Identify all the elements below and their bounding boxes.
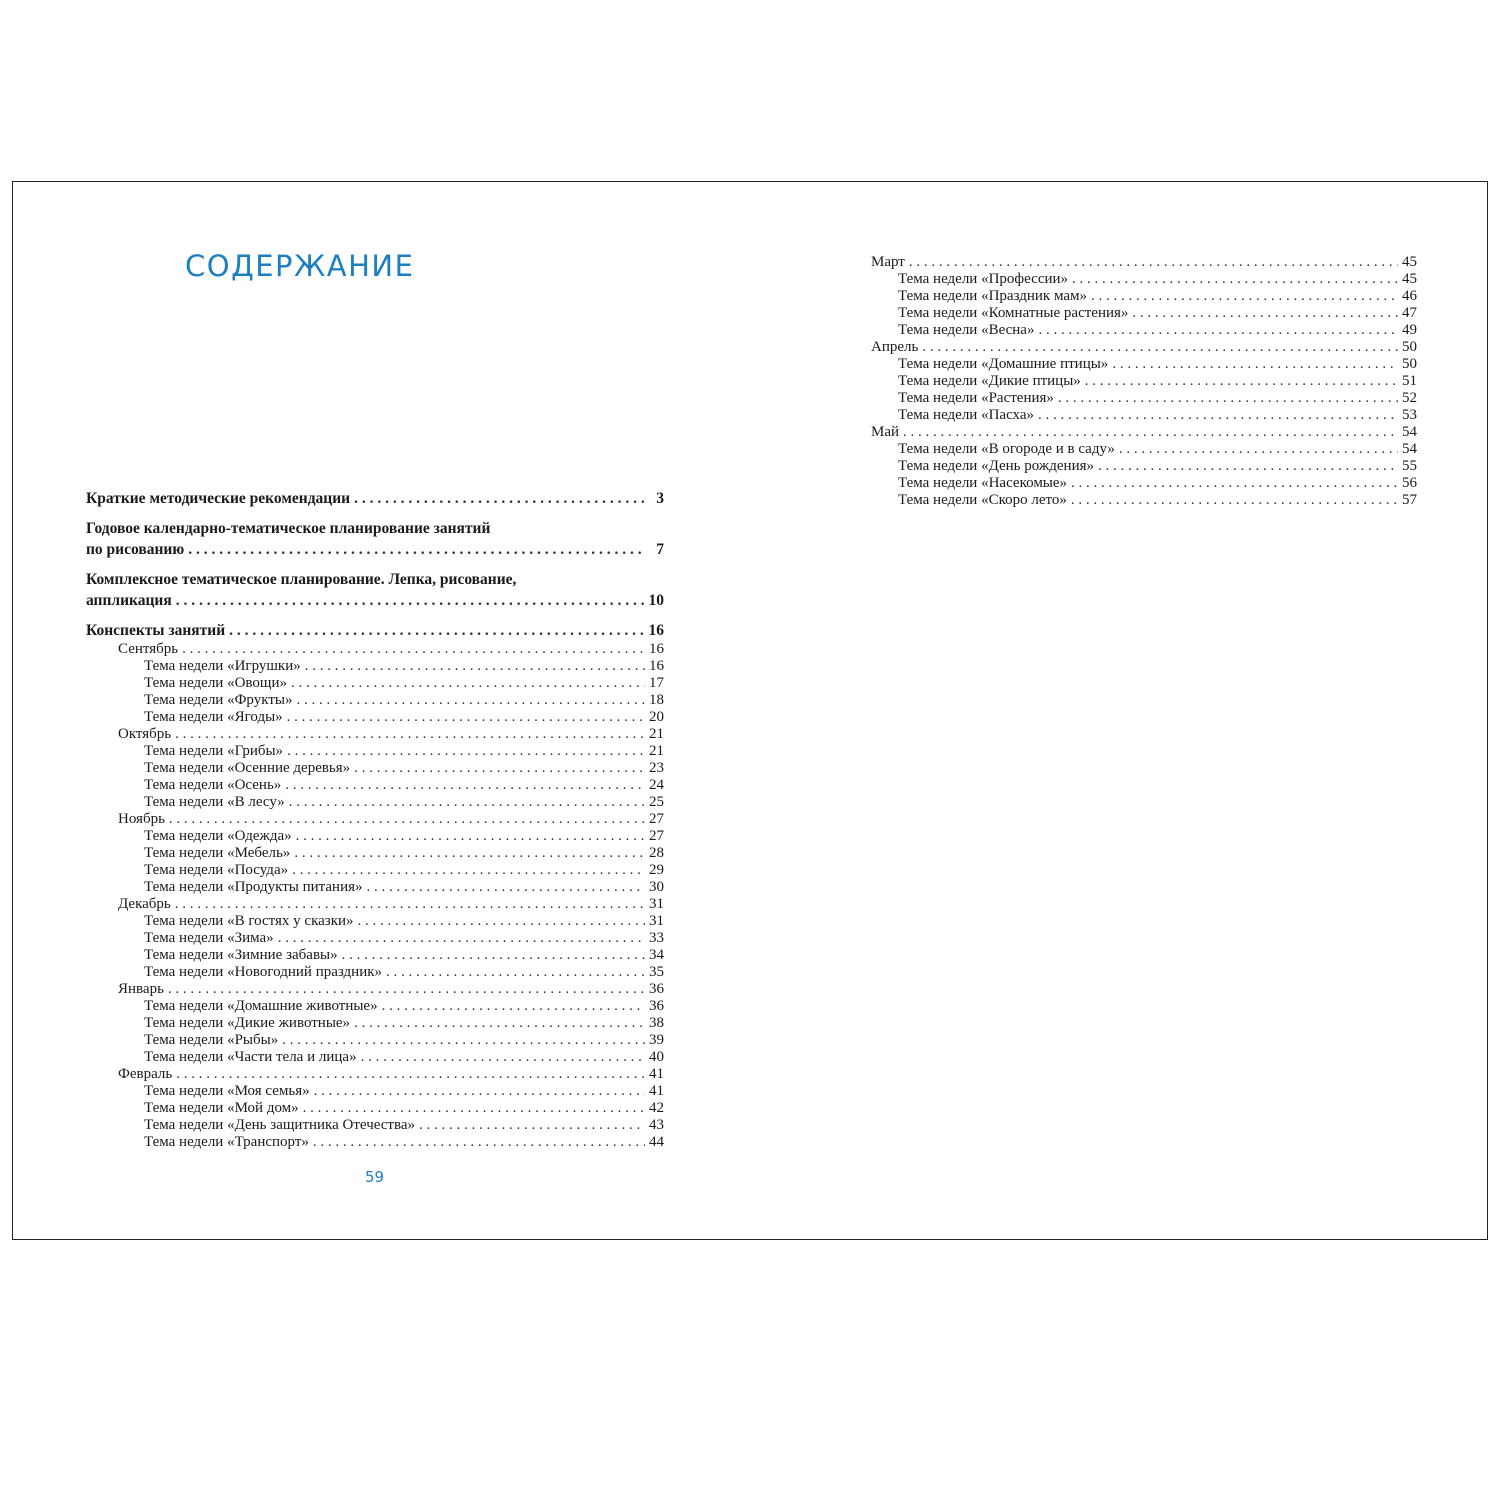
toc-week-entry[interactable] [871,373,1417,390]
toc-week-entry[interactable] [86,964,664,981]
toc-entry-label: Апрель [871,339,919,355]
toc-section [86,488,664,509]
toc-month-entry[interactable] [86,641,664,658]
toc-entry-label: Тема недели «Пасха» [898,407,1034,423]
toc-right-column [871,254,1417,509]
toc-entry-page: 28 [649,845,664,861]
toc-entry-page: 53 [1402,407,1417,423]
toc-entry-page: 36 [649,981,664,997]
toc-month-entry[interactable] [871,339,1417,356]
toc-entry-page: 16 [649,658,664,674]
toc-entry[interactable] [86,488,664,509]
toc-entry-label: Тема недели «Мебель» [144,845,291,861]
toc-entry-page: 47 [1402,305,1417,321]
toc-entry-page: 21 [649,743,664,759]
dot-leader [175,726,645,743]
toc-entry-label: Тема недели «День защитника Отечества» [144,1117,416,1133]
dot-leader [419,1117,645,1134]
toc-week-entry[interactable] [86,709,664,726]
dot-leader [361,1049,645,1066]
toc-entry-label: Тема недели «Зимние забавы» [144,947,338,963]
dot-leader [903,424,1398,441]
toc-entry-page: 41 [649,1066,664,1082]
toc-entry-page: 49 [1402,322,1417,338]
toc-entry-label: Тема недели «Посуда» [144,862,289,878]
toc-week-entry[interactable] [86,777,664,794]
toc-entry-page: 27 [649,828,664,844]
toc-entry-label: Тема недели «В лесу» [144,794,285,810]
toc-entry-page: 27 [649,811,664,827]
toc-week-entry[interactable] [86,743,664,760]
toc-entry-label: Тема недели «Новогодний праздник» [144,964,383,980]
toc-entry-page: 43 [649,1117,664,1133]
dot-leader [285,777,645,794]
toc-week-entry[interactable] [86,947,664,964]
toc-week-entry[interactable] [871,305,1417,322]
toc-entry-label-line1: Годовое календарно-тематическое планирование занятий [86,520,491,537]
dot-leader [169,811,645,828]
toc-entry-page: 34 [649,947,664,963]
toc-entry-label: Тема недели «Транспорт» [144,1134,309,1150]
toc-section [86,569,664,611]
toc-entry-page: 33 [649,930,664,946]
toc-entry-page: 40 [649,1049,664,1065]
toc-entry-page: 23 [649,760,664,776]
dot-leader [1071,492,1398,509]
dot-leader [287,709,645,726]
dot-leader [188,539,646,560]
toc-week-entry[interactable] [86,845,664,862]
toc-entry-label: Тема недели «В гостях у сказки» [144,913,354,929]
toc-entry-label: Тема недели «Части тела и лица» [144,1049,357,1065]
toc-entry-label: Тема недели «Ягоды» [144,709,283,725]
toc-entry-label: Тема недели «Овощи» [144,675,287,691]
dot-leader [382,998,645,1015]
toc-week-entry[interactable] [871,458,1417,475]
toc-entry-page: 41 [649,1083,664,1099]
toc-entry-page: 16 [648,622,664,639]
dot-leader [289,794,645,811]
toc-week-entry[interactable] [871,407,1417,424]
toc-week-entry[interactable] [86,675,664,692]
toc-week-entry[interactable] [86,760,664,777]
toc-entry-page: 31 [649,896,664,912]
toc-entry-label: Тема недели «Осень» [144,777,282,793]
toc-month-entry[interactable] [86,811,664,828]
toc-week-entry[interactable] [86,998,664,1015]
toc-entry-label: Май [871,424,900,440]
dot-leader [1119,441,1398,458]
toc-entry-label: Тема недели «Мой дом» [144,1100,299,1116]
toc-entry-label: Тема недели «Весна» [898,322,1035,338]
toc-entry-label: Февраль [118,1066,173,1082]
toc-entry-page: 7 [656,541,664,558]
toc-entry-label: Тема недели «Домашние птицы» [898,356,1109,372]
dot-leader [314,1083,645,1100]
toc-entry-label: Тема недели «Дикие птицы» [898,373,1081,389]
dot-leader [354,1015,645,1032]
toc-entry-label: Тема недели «Растения» [898,390,1054,406]
dot-leader [313,1134,645,1151]
dot-leader [303,1100,645,1117]
toc-week-entry[interactable] [86,1015,664,1032]
toc-week-entry[interactable] [86,1100,664,1117]
toc-entry-label: Тема недели «Скоро лето» [898,492,1067,508]
toc-entry-page: 54 [1402,441,1417,457]
toc-entry-page: 39 [649,1032,664,1048]
toc-entry-page: 57 [1402,492,1417,508]
dot-leader [176,1066,645,1083]
toc-entry-label: Тема недели «Зима» [144,930,274,946]
toc-entry-label: Тема недели «Домашние животные» [144,998,378,1014]
dot-leader [287,743,645,760]
toc-section [86,620,664,641]
toc-entry-label: Тема недели «Осенние деревья» [144,760,351,776]
toc-month-entry[interactable] [86,981,664,998]
toc-entry-label: Тема недели «Дикие животные» [144,1015,351,1031]
toc-week-entry[interactable] [86,879,664,896]
toc-entry-page: 16 [649,641,664,657]
dot-leader [229,620,644,641]
toc-entry-page: 18 [649,692,664,708]
toc-entry-page: 3 [656,490,664,507]
page-title: СОДЕРЖАНИЕ [185,249,415,283]
toc-week-entry[interactable] [86,913,664,930]
toc-entry-label: Март [871,254,905,270]
toc-entry-label: Тема недели «Рыбы» [144,1032,279,1048]
toc-entry[interactable] [86,620,664,641]
toc-month-entry[interactable] [86,1066,664,1083]
toc-entry-page: 38 [649,1015,664,1031]
dot-leader [1098,458,1398,475]
toc-entry-label: Декабрь [118,896,171,912]
toc-week-entry[interactable] [86,828,664,845]
toc-week-entry[interactable] [871,441,1417,458]
dot-leader [1112,356,1398,373]
toc-entry-page: 45 [1402,254,1417,270]
toc-entry-label: Январь [118,981,164,997]
toc-entry-label-line1: Комплексное тематическое планирование. Лепка, рисование, [86,571,517,588]
toc-entry-page: 51 [1402,373,1417,389]
toc-entry-label: Тема недели «Насекомые» [898,475,1068,491]
dot-leader [1038,322,1398,339]
toc-entry-page: 24 [649,777,664,793]
toc-week-entry[interactable] [86,658,664,675]
toc-entry-label: Ноябрь [118,811,165,827]
toc-entry-page: 52 [1402,390,1417,406]
toc-section [86,518,664,560]
toc-entry-page: 17 [649,675,664,691]
toc-entry-label: Краткие методические рекомендации [86,490,351,507]
dot-leader [1072,271,1398,288]
dot-leader [282,1032,645,1049]
toc-entry-label: Тема недели «Фрукты» [144,692,293,708]
toc-week-entry[interactable] [86,1134,664,1151]
toc-entry-label: Тема недели «Игрушки» [144,658,301,674]
dot-leader [1132,305,1398,322]
toc-week-entry[interactable] [871,288,1417,305]
toc-entry-label: Сентябрь [118,641,179,657]
dot-leader [296,828,645,845]
toc-entry-page: 35 [649,964,664,980]
toc-entry-label: Тема недели «Моя семья» [144,1083,310,1099]
toc-month-entry[interactable] [871,424,1417,441]
toc-week-entry[interactable] [871,492,1417,509]
dot-leader [182,641,645,658]
toc-entry-label: Тема недели «Праздник мам» [898,288,1087,304]
toc-week-entry[interactable] [86,1117,664,1134]
toc-week-entry[interactable] [871,271,1417,288]
toc-right-list [871,254,1417,509]
dot-leader [1091,288,1398,305]
toc-week-entry[interactable] [86,794,664,811]
dot-leader [176,590,645,611]
dot-leader [1058,390,1398,407]
dot-leader [291,675,645,692]
toc-week-entry[interactable] [86,862,664,879]
toc-month-entry[interactable] [871,254,1417,271]
toc-week-entry[interactable] [871,475,1417,492]
toc-entry-page: 20 [649,709,664,725]
dot-leader [305,658,645,675]
toc-entry-label: Октябрь [118,726,172,742]
toc-month-entry[interactable] [86,726,664,743]
toc-entry-page: 31 [649,913,664,929]
toc-entry-page: 30 [649,879,664,895]
toc-entry-page: 44 [649,1134,664,1150]
toc-entry-page: 55 [1402,458,1417,474]
dot-leader [367,879,646,896]
toc-entry-page: 50 [1402,339,1417,355]
toc-entry-page: 25 [649,794,664,810]
toc-week-entry[interactable] [871,390,1417,407]
dot-leader [909,254,1398,271]
toc-entry-page: 29 [649,862,664,878]
toc-entry-label: Тема недели «Продукты питания» [144,879,363,895]
toc-entry-label: Тема недели «Профессии» [898,271,1069,287]
toc-week-entry[interactable] [86,930,664,947]
toc-week-entry[interactable] [871,322,1417,339]
toc-week-entry[interactable] [871,356,1417,373]
toc-entry-page: 54 [1402,424,1417,440]
toc-entry-label: Тема недели «Комнатные растения» [898,305,1129,321]
toc-entry-page: 56 [1402,475,1417,491]
toc-entry-label: Тема недели «Грибы» [144,743,284,759]
toc-entry[interactable] [86,539,664,560]
dot-leader [175,896,645,913]
dot-leader [1085,373,1398,390]
dot-leader [292,862,645,879]
toc-entry-label: Тема недели «Одежда» [144,828,292,844]
dot-leader [386,964,645,981]
toc-entry-page: 50 [1402,356,1417,372]
dot-leader [354,760,645,777]
toc-entry-label: по рисованию [86,541,185,558]
toc-entry-label: Тема недели «В огороде и в саду» [898,441,1115,457]
toc-entry-page: 45 [1402,271,1417,287]
dot-leader [358,913,645,930]
dot-leader [296,692,645,709]
dot-leader [1038,407,1398,424]
toc-entry-label: аппликация [86,592,172,609]
toc-week-entry[interactable] [86,692,664,709]
toc-entry-page: 42 [649,1100,664,1116]
toc-left-list [86,641,664,1151]
dot-leader [354,488,646,509]
toc-entry-page: 10 [648,592,664,609]
toc-week-entry[interactable] [86,1032,664,1049]
dot-leader [1071,475,1398,492]
toc-entry-label: Конспекты занятий [86,622,226,639]
toc-entry-label: Тема недели «День рождения» [898,458,1095,474]
toc-week-entry[interactable] [86,1083,664,1100]
toc-week-entry[interactable] [86,1049,664,1066]
toc-entry-page: 36 [649,998,664,1014]
dot-leader [278,930,645,947]
dot-leader [922,339,1398,356]
page-number: 59 [365,1168,385,1186]
toc-entry[interactable] [86,590,664,611]
dot-leader [342,947,645,964]
toc-entry-page: 21 [649,726,664,742]
toc-entry-page: 46 [1402,288,1417,304]
dot-leader [168,981,645,998]
toc-left-column [86,488,664,1151]
toc-month-entry[interactable] [86,896,664,913]
dot-leader [294,845,645,862]
